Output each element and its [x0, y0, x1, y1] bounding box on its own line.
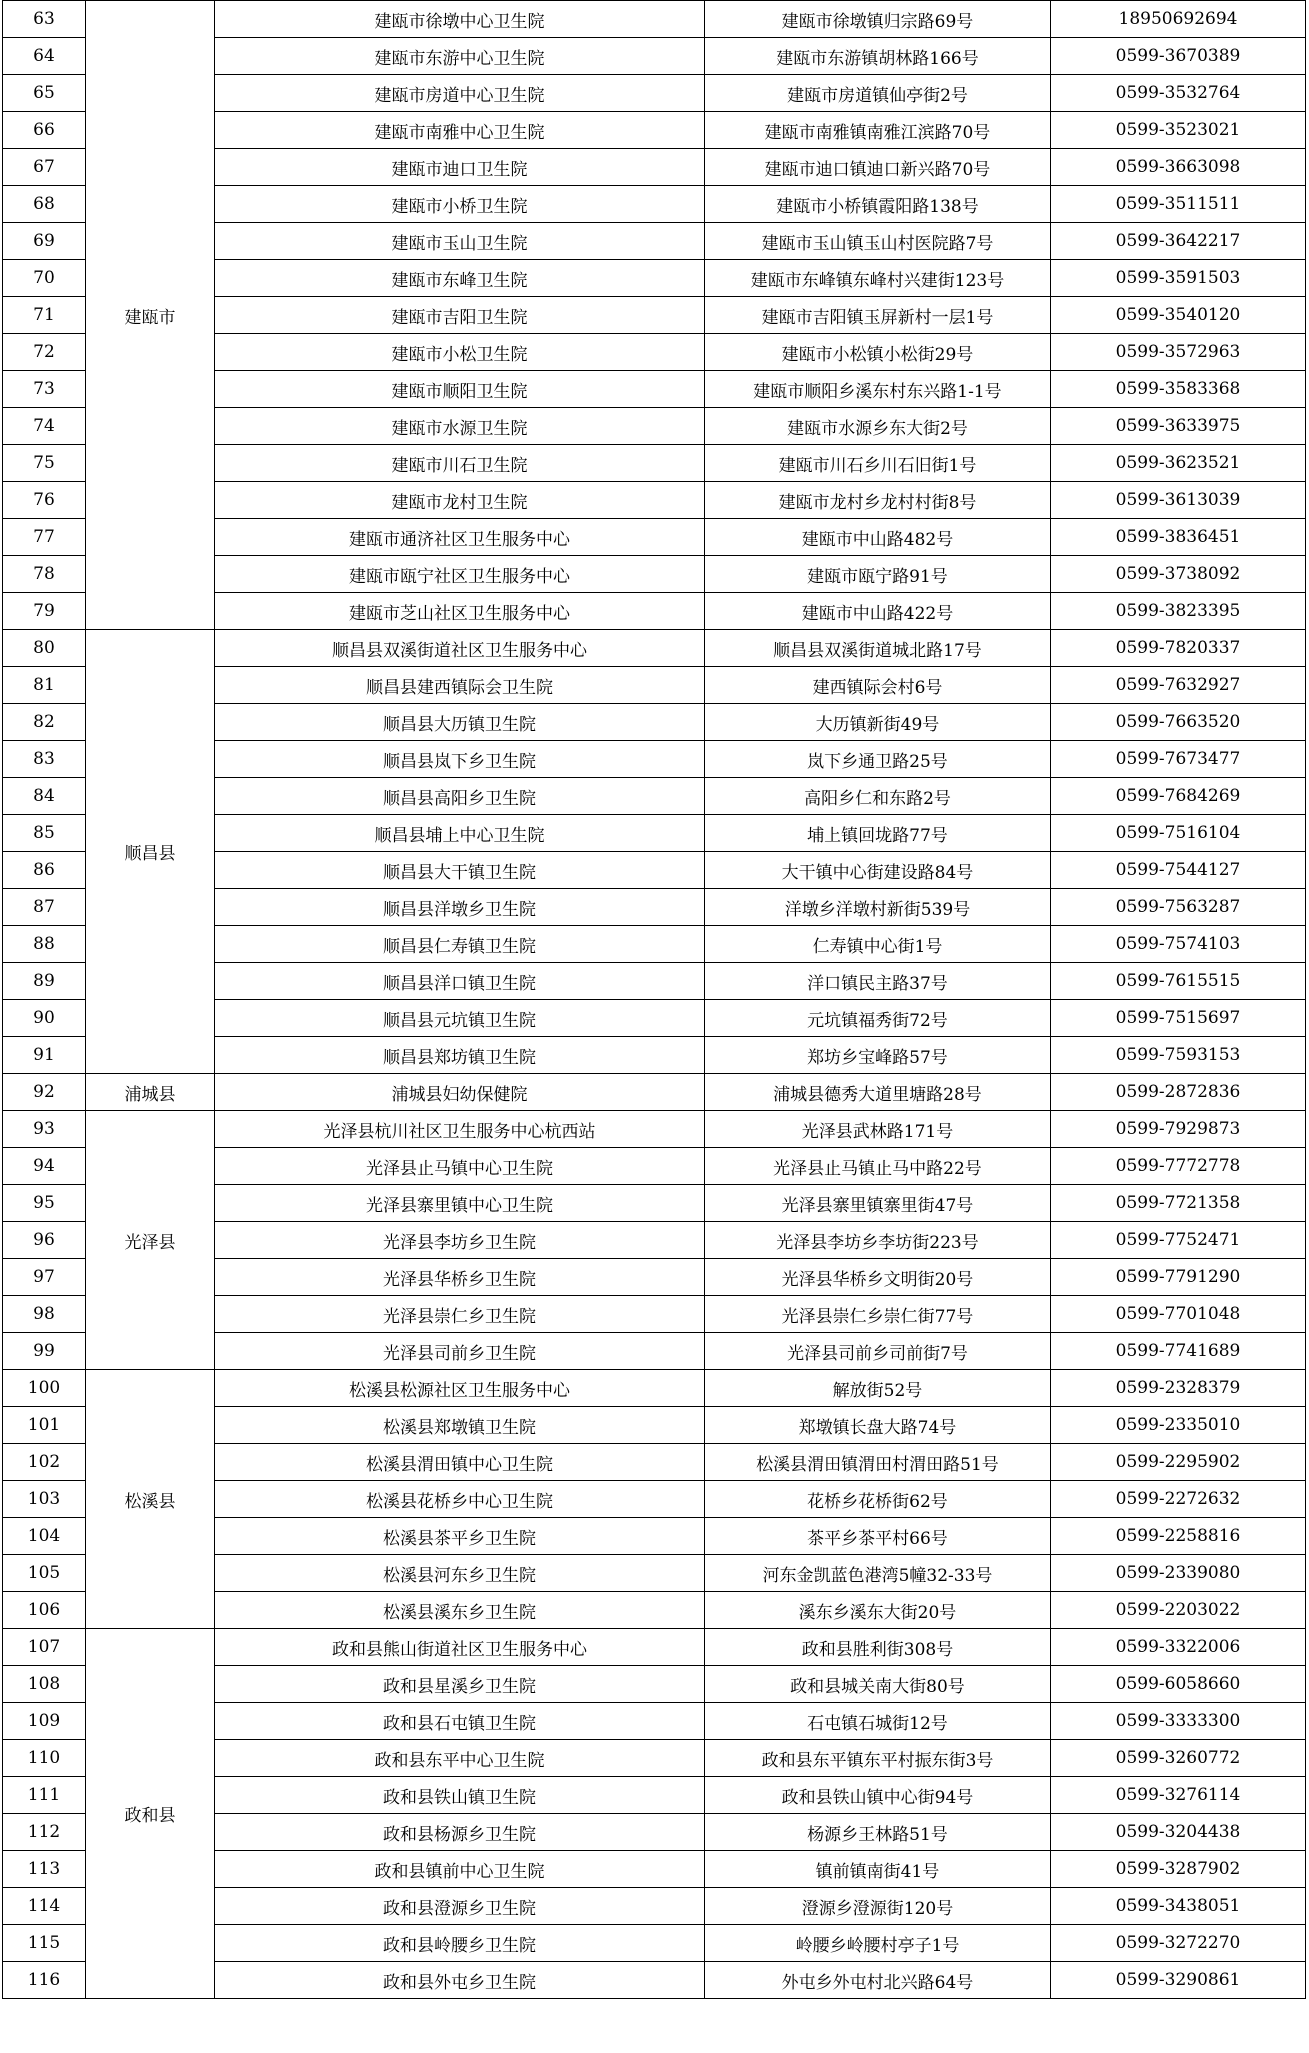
row-number: 106 [3, 1592, 86, 1629]
clinic-table-body [3, 1, 1306, 1999]
phone-number: 0599-3738092 [1051, 556, 1306, 593]
table-row [3, 1, 1306, 38]
institution-name: 政和县东平中心卫生院 [215, 1740, 705, 1777]
institution-name: 松溪县茶平乡卫生院 [215, 1518, 705, 1555]
institution-name: 松溪县溪东乡卫生院 [215, 1592, 705, 1629]
institution-address: 解放街52号 [705, 1370, 1051, 1407]
institution-address: 澄源乡澄源街120号 [705, 1888, 1051, 1925]
row-number: 72 [3, 334, 86, 371]
phone-number: 0599-3836451 [1051, 519, 1306, 556]
phone-number: 0599-2258816 [1051, 1518, 1306, 1555]
row-number: 113 [3, 1851, 86, 1888]
phone-number: 18950692694 [1051, 1, 1306, 38]
institution-address: 光泽县止马镇止马中路22号 [705, 1148, 1051, 1185]
row-number: 87 [3, 889, 86, 926]
institution-address: 建瓯市中山路482号 [705, 519, 1051, 556]
institution-address: 建瓯市东游镇胡林路166号 [705, 38, 1051, 75]
row-number: 100 [3, 1370, 86, 1407]
row-number: 112 [3, 1814, 86, 1851]
phone-number: 0599-3287902 [1051, 1851, 1306, 1888]
row-number: 99 [3, 1333, 86, 1370]
institution-name: 光泽县杭川社区卫生服务中心杭西站 [215, 1111, 705, 1148]
table-row [3, 1629, 1306, 1666]
phone-number: 0599-6058660 [1051, 1666, 1306, 1703]
institution-name: 顺昌县大干镇卫生院 [215, 852, 705, 889]
phone-number: 0599-3642217 [1051, 223, 1306, 260]
institution-name: 政和县熊山街道社区卫生服务中心 [215, 1629, 705, 1666]
institution-name: 松溪县花桥乡中心卫生院 [215, 1481, 705, 1518]
county-name: 政和县 [86, 1629, 215, 1999]
row-number: 108 [3, 1666, 86, 1703]
row-number: 104 [3, 1518, 86, 1555]
phone-number: 0599-3663098 [1051, 149, 1306, 186]
institution-name: 顺昌县埔上中心卫生院 [215, 815, 705, 852]
institution-name: 建瓯市小松卫生院 [215, 334, 705, 371]
phone-number: 0599-3623521 [1051, 445, 1306, 482]
phone-number: 0599-3333300 [1051, 1703, 1306, 1740]
institution-name: 顺昌县高阳乡卫生院 [215, 778, 705, 815]
phone-number: 0599-7741689 [1051, 1333, 1306, 1370]
row-number: 65 [3, 75, 86, 112]
institution-name: 顺昌县郑坊镇卫生院 [215, 1037, 705, 1074]
institution-name: 建瓯市南雅中心卫生院 [215, 112, 705, 149]
phone-number: 0599-3511511 [1051, 186, 1306, 223]
row-number: 80 [3, 630, 86, 667]
institution-name: 建瓯市顺阳卫生院 [215, 371, 705, 408]
phone-number: 0599-3290861 [1051, 1962, 1306, 1999]
institution-address: 埔上镇回垅路77号 [705, 815, 1051, 852]
institution-name: 顺昌县仁寿镇卫生院 [215, 926, 705, 963]
row-number: 86 [3, 852, 86, 889]
phone-number: 0599-7684269 [1051, 778, 1306, 815]
institution-address: 岚下乡通卫路25号 [705, 741, 1051, 778]
row-number: 63 [3, 1, 86, 38]
table-row [3, 1370, 1306, 1407]
institution-name: 建瓯市东游中心卫生院 [215, 38, 705, 75]
institution-address: 建瓯市玉山镇玉山村医院路7号 [705, 223, 1051, 260]
institution-address: 光泽县崇仁乡崇仁街77号 [705, 1296, 1051, 1333]
row-number: 88 [3, 926, 86, 963]
institution-name: 建瓯市小桥卫生院 [215, 186, 705, 223]
institution-address: 光泽县李坊乡李坊街223号 [705, 1222, 1051, 1259]
institution-name: 政和县石屯镇卫生院 [215, 1703, 705, 1740]
county-name: 建瓯市 [86, 1, 215, 630]
county-name: 光泽县 [86, 1111, 215, 1370]
institution-name: 光泽县李坊乡卫生院 [215, 1222, 705, 1259]
row-number: 82 [3, 704, 86, 741]
institution-address: 花桥乡花桥街62号 [705, 1481, 1051, 1518]
phone-number: 0599-3591503 [1051, 260, 1306, 297]
institution-name: 光泽县崇仁乡卫生院 [215, 1296, 705, 1333]
institution-name: 政和县岭腰乡卫生院 [215, 1925, 705, 1962]
row-number: 102 [3, 1444, 86, 1481]
phone-number: 0599-7593153 [1051, 1037, 1306, 1074]
county-name: 浦城县 [86, 1074, 215, 1111]
phone-number: 0599-2328379 [1051, 1370, 1306, 1407]
institution-name: 光泽县华桥乡卫生院 [215, 1259, 705, 1296]
institution-name: 顺昌县岚下乡卫生院 [215, 741, 705, 778]
institution-address: 石屯镇石城街12号 [705, 1703, 1051, 1740]
phone-number: 0599-3523021 [1051, 112, 1306, 149]
institution-name: 政和县铁山镇卫生院 [215, 1777, 705, 1814]
institution-address: 政和县胜利街308号 [705, 1629, 1051, 1666]
institution-address: 光泽县华桥乡文明街20号 [705, 1259, 1051, 1296]
institution-address: 洋墩乡洋墩村新街539号 [705, 889, 1051, 926]
row-number: 90 [3, 1000, 86, 1037]
institution-address: 大干镇中心街建设路84号 [705, 852, 1051, 889]
institution-name: 政和县外屯乡卫生院 [215, 1962, 705, 1999]
institution-name: 建瓯市房道中心卫生院 [215, 75, 705, 112]
phone-number: 0599-3823395 [1051, 593, 1306, 630]
phone-number: 0599-7772778 [1051, 1148, 1306, 1185]
phone-number: 0599-3633975 [1051, 408, 1306, 445]
phone-number: 0599-7615515 [1051, 963, 1306, 1000]
institution-address: 建瓯市川石乡川石旧街1号 [705, 445, 1051, 482]
institution-name: 松溪县松源社区卫生服务中心 [215, 1370, 705, 1407]
institution-name: 顺昌县洋墩乡卫生院 [215, 889, 705, 926]
phone-number: 0599-7632927 [1051, 667, 1306, 704]
phone-number: 0599-3613039 [1051, 482, 1306, 519]
institution-address: 建瓯市迪口镇迪口新兴路70号 [705, 149, 1051, 186]
row-number: 96 [3, 1222, 86, 1259]
clinic-table [2, 0, 1306, 1999]
institution-address: 光泽县寨里镇寨里街47号 [705, 1185, 1051, 1222]
institution-address: 高阳乡仁和东路2号 [705, 778, 1051, 815]
phone-number: 0599-7721358 [1051, 1185, 1306, 1222]
phone-number: 0599-2272632 [1051, 1481, 1306, 1518]
table-row [3, 1074, 1306, 1111]
phone-number: 0599-3260772 [1051, 1740, 1306, 1777]
institution-name: 建瓯市吉阳卫生院 [215, 297, 705, 334]
row-number: 109 [3, 1703, 86, 1740]
phone-number: 0599-3532764 [1051, 75, 1306, 112]
institution-address: 政和县铁山镇中心街94号 [705, 1777, 1051, 1814]
phone-number: 0599-3670389 [1051, 38, 1306, 75]
phone-number: 0599-2335010 [1051, 1407, 1306, 1444]
institution-address: 外屯乡外屯村北兴路64号 [705, 1962, 1051, 1999]
institution-address: 河东金凯蓝色港湾5幢32-33号 [705, 1555, 1051, 1592]
institution-name: 建瓯市东峰卫生院 [215, 260, 705, 297]
institution-name: 政和县镇前中心卫生院 [215, 1851, 705, 1888]
institution-address: 岭腰乡岭腰村亭子1号 [705, 1925, 1051, 1962]
row-number: 114 [3, 1888, 86, 1925]
row-number: 84 [3, 778, 86, 815]
institution-address: 郑墩镇长盘大路74号 [705, 1407, 1051, 1444]
row-number: 78 [3, 556, 86, 593]
institution-address: 建瓯市中山路422号 [705, 593, 1051, 630]
institution-address: 建瓯市南雅镇南雅江滨路70号 [705, 112, 1051, 149]
row-number: 107 [3, 1629, 86, 1666]
row-number: 91 [3, 1037, 86, 1074]
phone-number: 0599-7791290 [1051, 1259, 1306, 1296]
phone-number: 0599-7515697 [1051, 1000, 1306, 1037]
institution-name: 建瓯市水源卫生院 [215, 408, 705, 445]
phone-number: 0599-7663520 [1051, 704, 1306, 741]
phone-number: 0599-3572963 [1051, 334, 1306, 371]
phone-number: 0599-2203022 [1051, 1592, 1306, 1629]
institution-address: 松溪县渭田镇渭田村渭田路51号 [705, 1444, 1051, 1481]
row-number: 116 [3, 1962, 86, 1999]
institution-address: 杨源乡王林路51号 [705, 1814, 1051, 1851]
institution-address: 茶平乡茶平村66号 [705, 1518, 1051, 1555]
institution-name: 建瓯市芝山社区卫生服务中心 [215, 593, 705, 630]
row-number: 89 [3, 963, 86, 1000]
institution-address: 溪东乡溪东大街20号 [705, 1592, 1051, 1629]
row-number: 93 [3, 1111, 86, 1148]
row-number: 98 [3, 1296, 86, 1333]
institution-name: 建瓯市玉山卫生院 [215, 223, 705, 260]
row-number: 105 [3, 1555, 86, 1592]
institution-name: 政和县星溪乡卫生院 [215, 1666, 705, 1703]
row-number: 67 [3, 149, 86, 186]
row-number: 94 [3, 1148, 86, 1185]
institution-name: 建瓯市徐墩中心卫生院 [215, 1, 705, 38]
row-number: 70 [3, 260, 86, 297]
institution-address: 建瓯市房道镇仙亭街2号 [705, 75, 1051, 112]
institution-address: 元坑镇福秀街72号 [705, 1000, 1051, 1037]
row-number: 71 [3, 297, 86, 334]
row-number: 115 [3, 1925, 86, 1962]
institution-address: 建瓯市小松镇小松街29号 [705, 334, 1051, 371]
phone-number: 0599-7752471 [1051, 1222, 1306, 1259]
institution-name: 光泽县司前乡卫生院 [215, 1333, 705, 1370]
phone-number: 0599-2295902 [1051, 1444, 1306, 1481]
institution-name: 顺昌县双溪街道社区卫生服务中心 [215, 630, 705, 667]
institution-address: 建瓯市水源乡东大街2号 [705, 408, 1051, 445]
institution-name: 建瓯市迪口卫生院 [215, 149, 705, 186]
institution-address: 镇前镇南街41号 [705, 1851, 1051, 1888]
phone-number: 0599-3583368 [1051, 371, 1306, 408]
phone-number: 0599-7929873 [1051, 1111, 1306, 1148]
institution-address: 光泽县武林路171号 [705, 1111, 1051, 1148]
institution-name: 政和县杨源乡卫生院 [215, 1814, 705, 1851]
institution-address: 建瓯市瓯宁路91号 [705, 556, 1051, 593]
table-row [3, 1111, 1306, 1148]
row-number: 83 [3, 741, 86, 778]
institution-address: 建瓯市顺阳乡溪东村东兴路1-1号 [705, 371, 1051, 408]
phone-number: 0599-3322006 [1051, 1629, 1306, 1666]
institution-name: 顺昌县元坑镇卫生院 [215, 1000, 705, 1037]
institution-address: 大历镇新街49号 [705, 704, 1051, 741]
row-number: 64 [3, 38, 86, 75]
phone-number: 0599-2872836 [1051, 1074, 1306, 1111]
institution-name: 顺昌县建西镇际会卫生院 [215, 667, 705, 704]
institution-name: 建瓯市通济社区卫生服务中心 [215, 519, 705, 556]
institution-address: 建瓯市龙村乡龙村村街8号 [705, 482, 1051, 519]
phone-number: 0599-3540120 [1051, 297, 1306, 334]
row-number: 92 [3, 1074, 86, 1111]
phone-number: 0599-7820337 [1051, 630, 1306, 667]
county-name: 松溪县 [86, 1370, 215, 1629]
row-number: 81 [3, 667, 86, 704]
institution-address: 政和县城关南大街80号 [705, 1666, 1051, 1703]
institution-name: 松溪县郑墩镇卫生院 [215, 1407, 705, 1444]
institution-address: 光泽县司前乡司前街7号 [705, 1333, 1051, 1370]
row-number: 68 [3, 186, 86, 223]
institution-address: 仁寿镇中心街1号 [705, 926, 1051, 963]
institution-name: 顺昌县洋口镇卫生院 [215, 963, 705, 1000]
institution-name: 浦城县妇幼保健院 [215, 1074, 705, 1111]
institution-address: 顺昌县双溪街道城北路17号 [705, 630, 1051, 667]
institution-name: 光泽县寨里镇中心卫生院 [215, 1185, 705, 1222]
phone-number: 0599-3272270 [1051, 1925, 1306, 1962]
institution-address: 郑坊乡宝峰路57号 [705, 1037, 1051, 1074]
row-number: 76 [3, 482, 86, 519]
phone-number: 0599-3438051 [1051, 1888, 1306, 1925]
institution-address: 浦城县德秀大道里塘路28号 [705, 1074, 1051, 1111]
phone-number: 0599-7516104 [1051, 815, 1306, 852]
phone-number: 0599-7574103 [1051, 926, 1306, 963]
row-number: 101 [3, 1407, 86, 1444]
institution-address: 建瓯市吉阳镇玉屏新村一层1号 [705, 297, 1051, 334]
institution-name: 松溪县渭田镇中心卫生院 [215, 1444, 705, 1481]
row-number: 66 [3, 112, 86, 149]
row-number: 85 [3, 815, 86, 852]
institution-address: 建瓯市徐墩镇归宗路69号 [705, 1, 1051, 38]
institution-address: 建瓯市小桥镇霞阳路138号 [705, 186, 1051, 223]
phone-number: 0599-3204438 [1051, 1814, 1306, 1851]
institution-address: 建瓯市东峰镇东峰村兴建街123号 [705, 260, 1051, 297]
row-number: 75 [3, 445, 86, 482]
row-number: 95 [3, 1185, 86, 1222]
institution-address: 建西镇际会村6号 [705, 667, 1051, 704]
institution-name: 建瓯市川石卫生院 [215, 445, 705, 482]
row-number: 73 [3, 371, 86, 408]
row-number: 97 [3, 1259, 86, 1296]
row-number: 69 [3, 223, 86, 260]
county-name: 顺昌县 [86, 630, 215, 1074]
row-number: 77 [3, 519, 86, 556]
institution-name: 顺昌县大历镇卫生院 [215, 704, 705, 741]
phone-number: 0599-7563287 [1051, 889, 1306, 926]
institution-address: 政和县东平镇东平村振东街3号 [705, 1740, 1051, 1777]
row-number: 74 [3, 408, 86, 445]
table-row [3, 630, 1306, 667]
phone-number: 0599-7673477 [1051, 741, 1306, 778]
row-number: 79 [3, 593, 86, 630]
row-number: 103 [3, 1481, 86, 1518]
row-number: 110 [3, 1740, 86, 1777]
institution-name: 光泽县止马镇中心卫生院 [215, 1148, 705, 1185]
institution-name: 建瓯市龙村卫生院 [215, 482, 705, 519]
institution-address: 洋口镇民主路37号 [705, 963, 1051, 1000]
phone-number: 0599-2339080 [1051, 1555, 1306, 1592]
institution-name: 松溪县河东乡卫生院 [215, 1555, 705, 1592]
institution-name: 建瓯市瓯宁社区卫生服务中心 [215, 556, 705, 593]
phone-number: 0599-7701048 [1051, 1296, 1306, 1333]
institution-name: 政和县澄源乡卫生院 [215, 1888, 705, 1925]
row-number: 111 [3, 1777, 86, 1814]
phone-number: 0599-3276114 [1051, 1777, 1306, 1814]
phone-number: 0599-7544127 [1051, 852, 1306, 889]
